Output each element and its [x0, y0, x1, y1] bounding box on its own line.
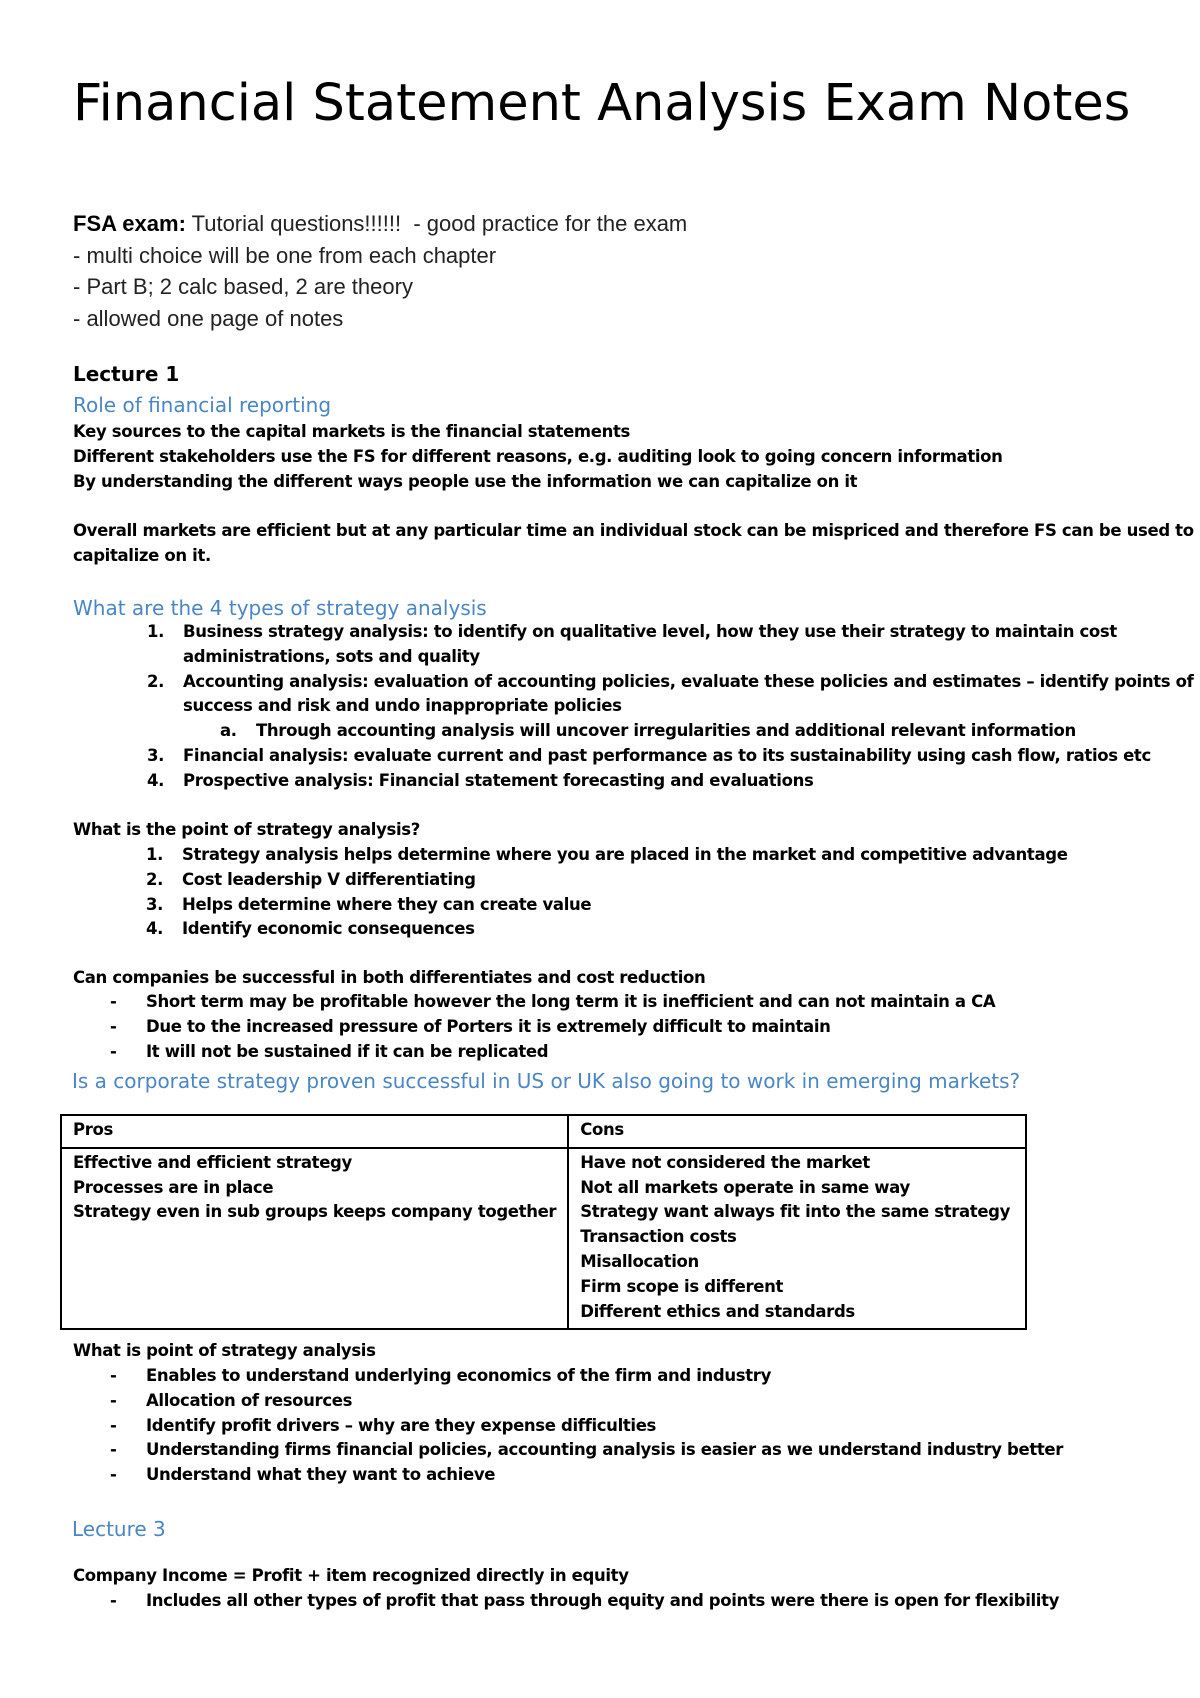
list-number: 2. [146, 869, 164, 889]
list-item-continuation: success and risk and undo inappropriate policies [183, 696, 622, 716]
list-item-text: Due to the increased pressure of Porters it is extremely difficult to maintain [146, 1016, 831, 1036]
list-item [147, 744, 1193, 769]
dash-bullet: - [110, 1465, 117, 1485]
points-list [146, 843, 1068, 942]
list-letter: a. [220, 721, 237, 741]
types-heading: What are the 4 types of strategy analysis [73, 596, 487, 620]
list-item-text: Includes all other types of profit that pass through equity and points were there is open for flexibility [146, 1591, 1060, 1610]
pros-cell [61, 1148, 568, 1330]
list-item-text: Cost leadership V differentiating [182, 869, 476, 889]
pros-header: Pros [61, 1115, 568, 1148]
point2-list [110, 1364, 1063, 1488]
list-item [110, 1414, 1063, 1439]
list-item-text: Short term may be profitable however the long term it is inefficient and can not maintain a CA [146, 992, 996, 1011]
role-paragraph [73, 420, 1003, 494]
list-number: 3. [146, 894, 164, 914]
list-item [110, 1589, 1059, 1614]
list-item-text: Financial analysis: evaluate current and past performance as to its sustainability using cash flow, ratios etc [183, 745, 1151, 765]
dash-bullet: - [110, 1591, 117, 1610]
sub-list-item [220, 719, 1200, 744]
role-line: By understanding the different ways people use the information we can capitalize on it [73, 471, 858, 491]
cons-item: Have not considered the market [580, 1152, 870, 1172]
cons-item: Firm scope is different [580, 1276, 784, 1296]
list-item [110, 1438, 1063, 1463]
list-number: 2. [147, 671, 165, 691]
pros-cons-table [60, 1114, 1027, 1330]
list-item [110, 1463, 1063, 1488]
overall-paragraph [73, 519, 1194, 569]
dash-bullet: - [110, 1415, 117, 1435]
types-list [147, 620, 1194, 794]
cons-item: Misallocation [580, 1251, 699, 1271]
list-item-continuation: administrations, sots and quality [183, 646, 480, 666]
income-list [110, 1589, 1059, 1614]
list-item-text: Through accounting analysis will uncover irregularities and additional relevant information [256, 721, 1076, 741]
pros-item: Strategy even in sub groups keeps company together [73, 1202, 557, 1222]
intro-first-line: Tutorial questions!!!!!! - good practice for the exam [185, 211, 688, 236]
list-number: 3. [147, 745, 165, 765]
intro-label: FSA exam: [73, 211, 186, 236]
list-item-text: Helps determine where they can create value [182, 894, 592, 914]
lecture-3-heading: Lecture 3 [72, 1517, 166, 1541]
role-line: Key sources to the capital markets is the financial statements [73, 422, 631, 441]
list-number: 4. [146, 919, 164, 939]
dash-bullet: - [110, 1366, 117, 1385]
pros-item: Effective and efficient strategy [73, 1152, 352, 1172]
intro-line-1 [73, 208, 687, 240]
list-number: 4. [147, 770, 165, 790]
cons-item: Strategy want always fit into the same strategy [580, 1202, 1011, 1222]
cons-header: Cons [568, 1115, 1026, 1148]
list-item [147, 620, 1193, 645]
list-item [146, 917, 1068, 942]
list-item [110, 990, 995, 1015]
list-item-text: Strategy analysis helps determine where you are placed in the market and competitive advantage [182, 845, 1068, 864]
corporate-heading: Is a corporate strategy proven successful in US or UK also going to work in emerging markets? [72, 1069, 1021, 1093]
list-item-text: Business strategy analysis: to identify on qualitative level, how they use their strategy to maintain cost [183, 622, 1117, 641]
exam-intro [73, 208, 687, 334]
intro-line: - allowed one page of notes [73, 305, 344, 331]
document-title: Financial Statement Analysis Exam Notes [73, 74, 1131, 133]
role-heading: Role of financial reporting [73, 393, 332, 417]
cons-item: Different ethics and standards [580, 1301, 855, 1321]
list-item-text: Identify economic consequences [182, 919, 475, 939]
point-heading: What is the point of strategy analysis? [73, 820, 420, 839]
list-item-text: Prospective analysis: Financial statement forecasting and evaluations [183, 770, 814, 790]
lecture-1-heading: Lecture 1 [73, 362, 180, 386]
list-number: 1. [146, 845, 164, 864]
list-item [110, 1040, 995, 1065]
list-item [147, 769, 1193, 794]
role-line: Different stakeholders use the FS for different reasons, e.g. auditing look to going concern information [73, 446, 1003, 466]
list-item [147, 670, 1194, 695]
list-item [146, 868, 1068, 893]
list-item-text: Allocation of resources [146, 1390, 353, 1410]
list-number: 1. [147, 622, 165, 641]
table-row [61, 1148, 1026, 1330]
cons-item: Not all markets operate in same way [580, 1177, 910, 1197]
intro-line: - multi choice will be one from each chapter [73, 242, 497, 268]
list-item [110, 1389, 1063, 1414]
list-item [146, 893, 1068, 918]
list-item [146, 843, 1068, 868]
list-item [110, 1364, 1063, 1389]
cons-cell [568, 1148, 1026, 1330]
pros-item: Processes are in place [73, 1177, 274, 1197]
list-item-text: It will not be sustained if it can be replicated [146, 1041, 549, 1061]
table-header-row [61, 1115, 1026, 1148]
list-item-text: Enables to understand underlying economics of the firm and industry [146, 1366, 771, 1385]
list-item-text: Accounting analysis: evaluation of accounting policies, evaluate these policies and estimates – identify points of [183, 671, 1194, 691]
cons-item: Transaction costs [580, 1227, 737, 1247]
dash-bullet: - [110, 992, 117, 1011]
overall-line: Overall markets are efficient but at any particular time an individual stock can be mispriced and therefore FS can be used to [73, 521, 1194, 540]
dash-bullet: - [110, 1390, 117, 1410]
dash-bullet: - [110, 1440, 117, 1460]
overall-line: capitalize on it. [73, 545, 211, 565]
intro-line: - Part B; 2 calc based, 2 are theory [73, 274, 413, 299]
both-list [110, 990, 995, 1064]
list-item-text: Understanding firms financial policies, accounting analysis is easier as we understand industry better [146, 1440, 1064, 1460]
point2-heading: What is point of strategy analysis [73, 1341, 376, 1360]
dash-bullet: - [110, 1016, 117, 1036]
income-heading: Company Income = Profit + item recognized directly in equity [73, 1566, 629, 1585]
list-item [110, 1015, 995, 1040]
list-item-text: Understand what they want to achieve [146, 1465, 496, 1485]
list-item-text: Identify profit drivers – why are they expense difficulties [146, 1415, 657, 1435]
both-heading: Can companies be successful in both differentiates and cost reduction [73, 968, 706, 987]
dash-bullet: - [110, 1041, 117, 1061]
